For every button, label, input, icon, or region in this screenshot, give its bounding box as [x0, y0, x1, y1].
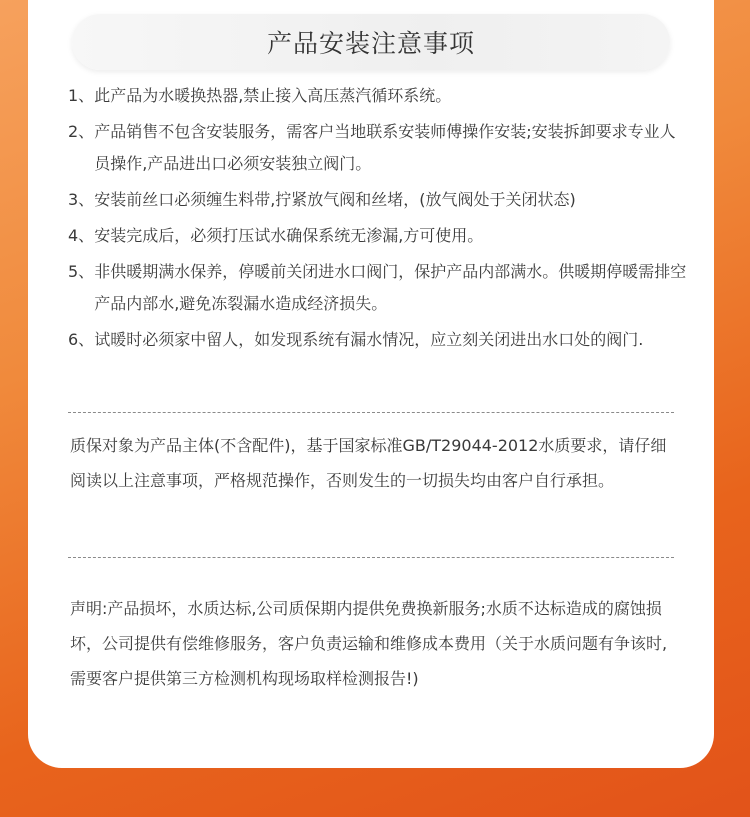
notice-item [68, 324, 688, 356]
notice-number: 4、 [68, 226, 95, 245]
notice-text: 安装完成后，必须打压试水确保系统无渗漏,方可使用。 [94, 226, 484, 245]
notice-text: 安装前丝口必须缠生料带,拧紧放气阀和丝堵，(放气阀处于关闭状态) [94, 190, 576, 209]
notice-number: 3、 [68, 190, 95, 209]
page-title: 产品安装注意事项 [266, 29, 475, 58]
dashed-divider [68, 412, 674, 413]
notice-list [68, 80, 688, 356]
notice-card [28, 0, 714, 768]
title-banner [72, 14, 670, 70]
notice-item [68, 80, 688, 112]
notice-text: 此产品为水暖换热器,禁止接入高压蒸汽循环系统。 [94, 86, 452, 105]
notice-item [68, 256, 688, 320]
notice-text: 产品销售不包含安装服务，需客户当地联系安装师傅操作安装;安装拆卸要求专业人员操作,产品进出口必须安装独立阀门。 [94, 122, 676, 173]
notice-number: 2、 [68, 122, 95, 141]
warranty-paragraph: 质保对象为产品主体(不含配件)，基于国家标准GB/T29044-2012水质要求，请仔细阅读以上注意事项，严格规范操作，否则发生的一切损失均由客户自行承担。 [70, 436, 667, 490]
notice-text: 试暖时必须家中留人，如发现系统有漏水情况，应立刻关闭进出水口处的阀门. [94, 330, 644, 349]
notice-item [68, 184, 688, 216]
notice-number: 6、 [68, 330, 95, 349]
notice-number: 1、 [68, 86, 95, 105]
notice-item [68, 220, 688, 252]
notice-number: 5、 [68, 262, 95, 281]
notice-item [68, 116, 688, 180]
dashed-divider [68, 557, 674, 558]
statement-paragraph: 声明:产品损坏，水质达标,公司质保期内提供免费换新服务;水质不达标造成的腐蚀损坏，公司提供有偿维修服务，客户负责运输和维修成本费用（关于水质问题有争该时,需要客户提供第三方检测机构现场取样检测报告!) [70, 599, 668, 688]
notice-text: 非供暖期满水保养，停暖前关闭进水口阀门，保护产品内部满水。供暖期停暖需排空产品内部水,避免冻裂漏水造成经济损失。 [94, 262, 687, 313]
